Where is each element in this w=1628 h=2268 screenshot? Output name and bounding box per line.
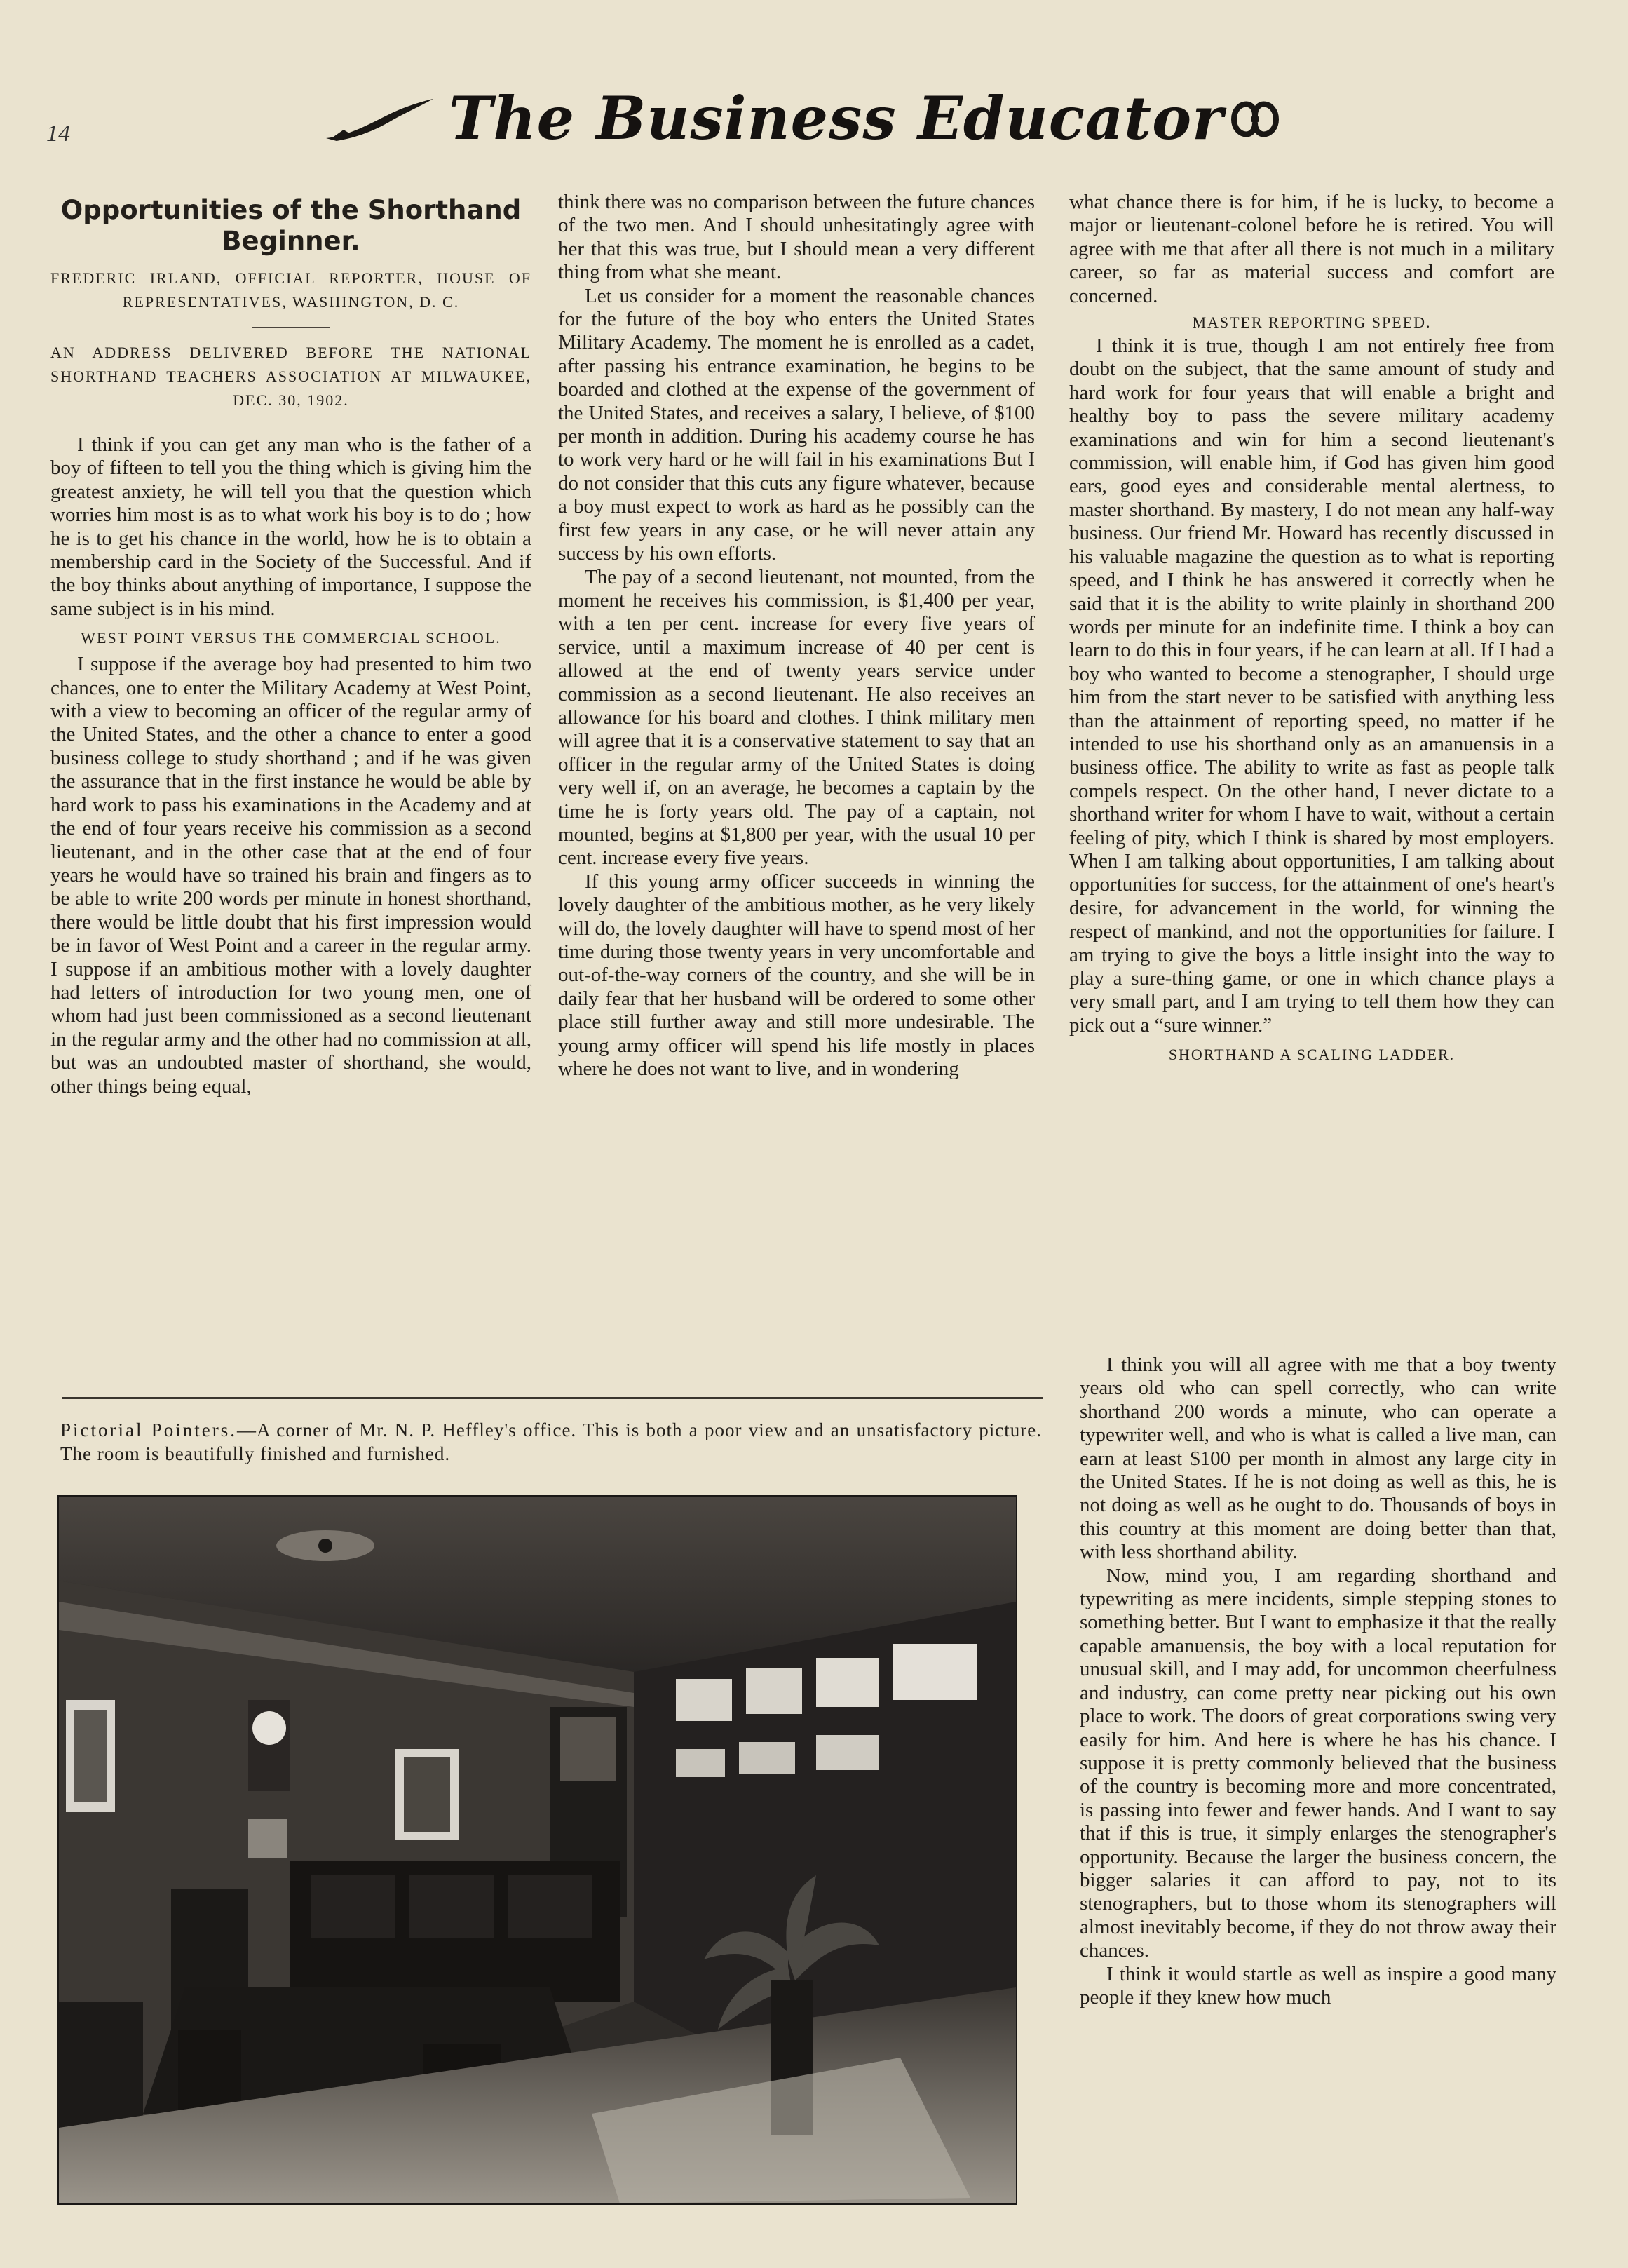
paragraph: Let us consider for a moment the reasonable chances for the future of the boy who enters the United States Military Academy. The moment he is enrolled as a cadet, after passing his entrance examination, he begins to be boarded and clothed at the expense of the government of the United States, and receives a salary, I believe, of $100 per month in addition. During his academy course he has to work very hard or he will fail in his examinations But I do not consider that this cuts any figure whatever, because a boy must expect to work as hard as he possibly can the first few years in any case, or he will never attain any success by his own efforts. <box>558 284 1035 565</box>
article-column-3 <box>1069 191 1554 1071</box>
caption-lead: Pictorial Pointers. <box>60 1419 238 1440</box>
paragraph: I think it is true, though I am not entirely free from doubt on the subject, that the same amount of study and hard work for four years that will enable a bright and healthy boy to pass the severe military academy examinations and win for him a second lieutenant's commission, will enable him, if God has given him good ears, good eyes and considerable mental alertness, to master shorthand. By mastery, I do not mean any half-way business. Our friend Mr. Howard has recently discussed in his valuable magazine the question as to what is reporting speed, and I think he has answered it correctly when he said that it is the ability to write plainly in shorthand 200 words per minute for an indefinite time. I think a boy can learn to do this in four years, if he can learn at all. If I had a boy who wanted to become a stenographer, I should urge him from the start never to be satisfied with anything less than the attainment of reporting speed, no matter if he intended to use his shorthand only as an amanuensis in a business office. The ability to write as fast as people talk compels respect. On the other hand, I never dictate to a shorthand writer for whom I have to wait, without a certain feeling of pity, which I think is shared by most employers. When I am talking about opportunities, I am talking about opportunities for success, for the attainment of one's heart's desire, for advancement in the world, for winning the respect of mankind, and not the opportunities for failure. I am trying to give the boys a little insight into the way to play a sure-thing game, or one in which chance plays a very small part, and I am trying to tell them how they can pick out a “sure winner.” <box>1069 335 1554 1037</box>
masthead-title: The Business Educator <box>449 83 1224 153</box>
article-title-line-2: Beginner. <box>222 226 360 256</box>
caption-text: —A corner of Mr. N. P. Heffley's office. This is both a poor view and an unsatisfactory picture. The room is beautifully finished and furnished. <box>60 1419 1042 1464</box>
paragraph: If this young army officer succeeds in winning the lovely daughter of the ambitious mother, as he very likely will do, the lovely daughter will have to spend most of her time during those twenty years in very uncomfortable and out-of-the-way corners of the country, and she will be in daily fear that her husband will be ordered to some other place still further away and still more undesirable. The young army officer will spend his life mostly in places where he does not want to live, and in wondering <box>558 870 1035 1081</box>
section-subhead: MASTER REPORTING SPEED. <box>1192 313 1432 332</box>
article-occasion: AN ADDRESS DELIVERED BEFORE THE NATIONAL SHORTHAND TEACHERS ASSOCIATION AT MILWAUKEE, DEC. 30, 1902. <box>50 344 531 409</box>
section-subhead: SHORTHAND A SCALING LADDER. <box>1168 1046 1456 1064</box>
office-photo-illustration <box>59 1497 1016 2203</box>
paragraph: I think you will all agree with me that a boy twenty years old who can spell correctly, who can write shorthand 200 words a minute, who can operate a typewriter well, and who is what is called a live man, can earn at least $100 per month in almost any large city in the United States. If he is not doing as well as this, he is not doing as well as he ought to do. Thousands of boys in this country at this moment are doing better than that, with less shorthand ability. <box>1080 1354 1556 1564</box>
paragraph: Now, mind you, I am regarding shorthand and typewriting as mere incidents, simple stepping stones to something better. But I want to emphasize it that the really capable amanuensis, the boy with a local reputation for unusual skill, and I may add, for uncommon cheerfulness and industry, can come pretty near picking out his own place to work. The doors of great corporations swing very easily for him. And here is where he has his chance. I suppose it is pretty commonly believed that the business of the country is becoming more and more concentrated, is passing into fewer and fewer hands. And I want to say that if this is true, it simply enlarges the stenographer's opportunity. Because the larger the business concern, the bigger salaries it can afford to pay, not to its stenographers, but to those whom its stenographers will almost inevitably become, if they do not throw away their chances. <box>1080 1564 1556 1962</box>
quill-pen-icon <box>323 95 435 144</box>
office-photo <box>57 1495 1017 2205</box>
paragraph: The pay of a second lieutenant, not mounted, from the moment he receives his commission, is $1,400 per year, with a ten per cent. increase for every five years of service, until a maximum increase of 40 per cent is allowed at the end of twenty years service under commission as a second lieutenant. He also receives an allowance for his board and clothes. I think military men will agree that it is a conservative statement to say that an officer in the regular army of the United States is doing very well if, on an average, he becomes a captain by the time he is forty years old. The pay of a captain, not mounted, begins at $1,800 per year, with the usual 10 per cent. increase every five years. <box>558 565 1035 870</box>
article-column-3-continued <box>1080 1354 1556 2009</box>
section-subhead: WEST POINT VERSUS THE COMMERCIAL SCHOOL. <box>81 629 501 647</box>
article-title-line-1: Opportunities of the Shorthand <box>60 195 522 225</box>
paragraph: think there was no comparison between the future chances of the two men. And I should unhesitatingly agree with her that this was true, but I should mean a very different thing from what she meant. <box>558 191 1035 284</box>
paragraph: I think it would startle as well as inspire a good many people if they knew how much <box>1080 1962 1556 2009</box>
paragraph: I think if you can get any man who is the father of a boy of fifteen to tell you the thing which is giving him the greatest anxiety, he will tell you that the question which worries him most is as to what work his boy is to do ; how he is to get his chance in the world, how he is to obtain a membership card in the Society of the Successful. And if the boy thinks about anything of importance, I suppose the same subject is in his mind. <box>50 433 531 620</box>
byline-rule <box>252 327 330 328</box>
masthead <box>308 81 1290 158</box>
paragraph: I suppose if the average boy had presented to him two chances, one to enter the Military Academy at West Point, with a view to becoming an officer of the regular army of the United States, and the other a chance to enter a good business college to study shorthand ; and if he was given the assurance that in the first instance he would be able by hard work to pass his examinations in the Academy and at the end of four years receive his commission as a second lieutenant, and in the other case that at the end of four years he would have so trained his brain and fingers as to be able to write 200 words per minute in honest shorthand, there would be little doubt that his first impression would be in favor of West Point and a career in the regular army. I suppose if an ambitious mother with a lovely daughter had letters of introduction for two young men, one of whom had just been commissioned as a second lieutenant in the regular army and the other had no commission at all, but was an undoubted master of shorthand, she would, other things being equal, <box>50 653 531 1098</box>
article-byline: FREDERIC IRLAND, OFFICIAL REPORTER, HOUSE OF REPRESENTATIVES, WASHINGTON, D. C. <box>50 269 531 311</box>
article-column-1 <box>50 195 531 1098</box>
paragraph: what chance there is for him, if he is lucky, to become a major or lieutenant-colonel before he is retired. You will agree with me that after all there is not much in a military career, so far as material success and comfort are concerned. <box>1069 191 1554 307</box>
ornament-icon <box>1227 95 1283 144</box>
section-divider <box>62 1397 1043 1399</box>
photo-caption <box>60 1418 1042 1466</box>
page-number: 14 <box>46 121 70 147</box>
article-title <box>50 195 531 257</box>
article-column-2 <box>558 191 1035 1081</box>
